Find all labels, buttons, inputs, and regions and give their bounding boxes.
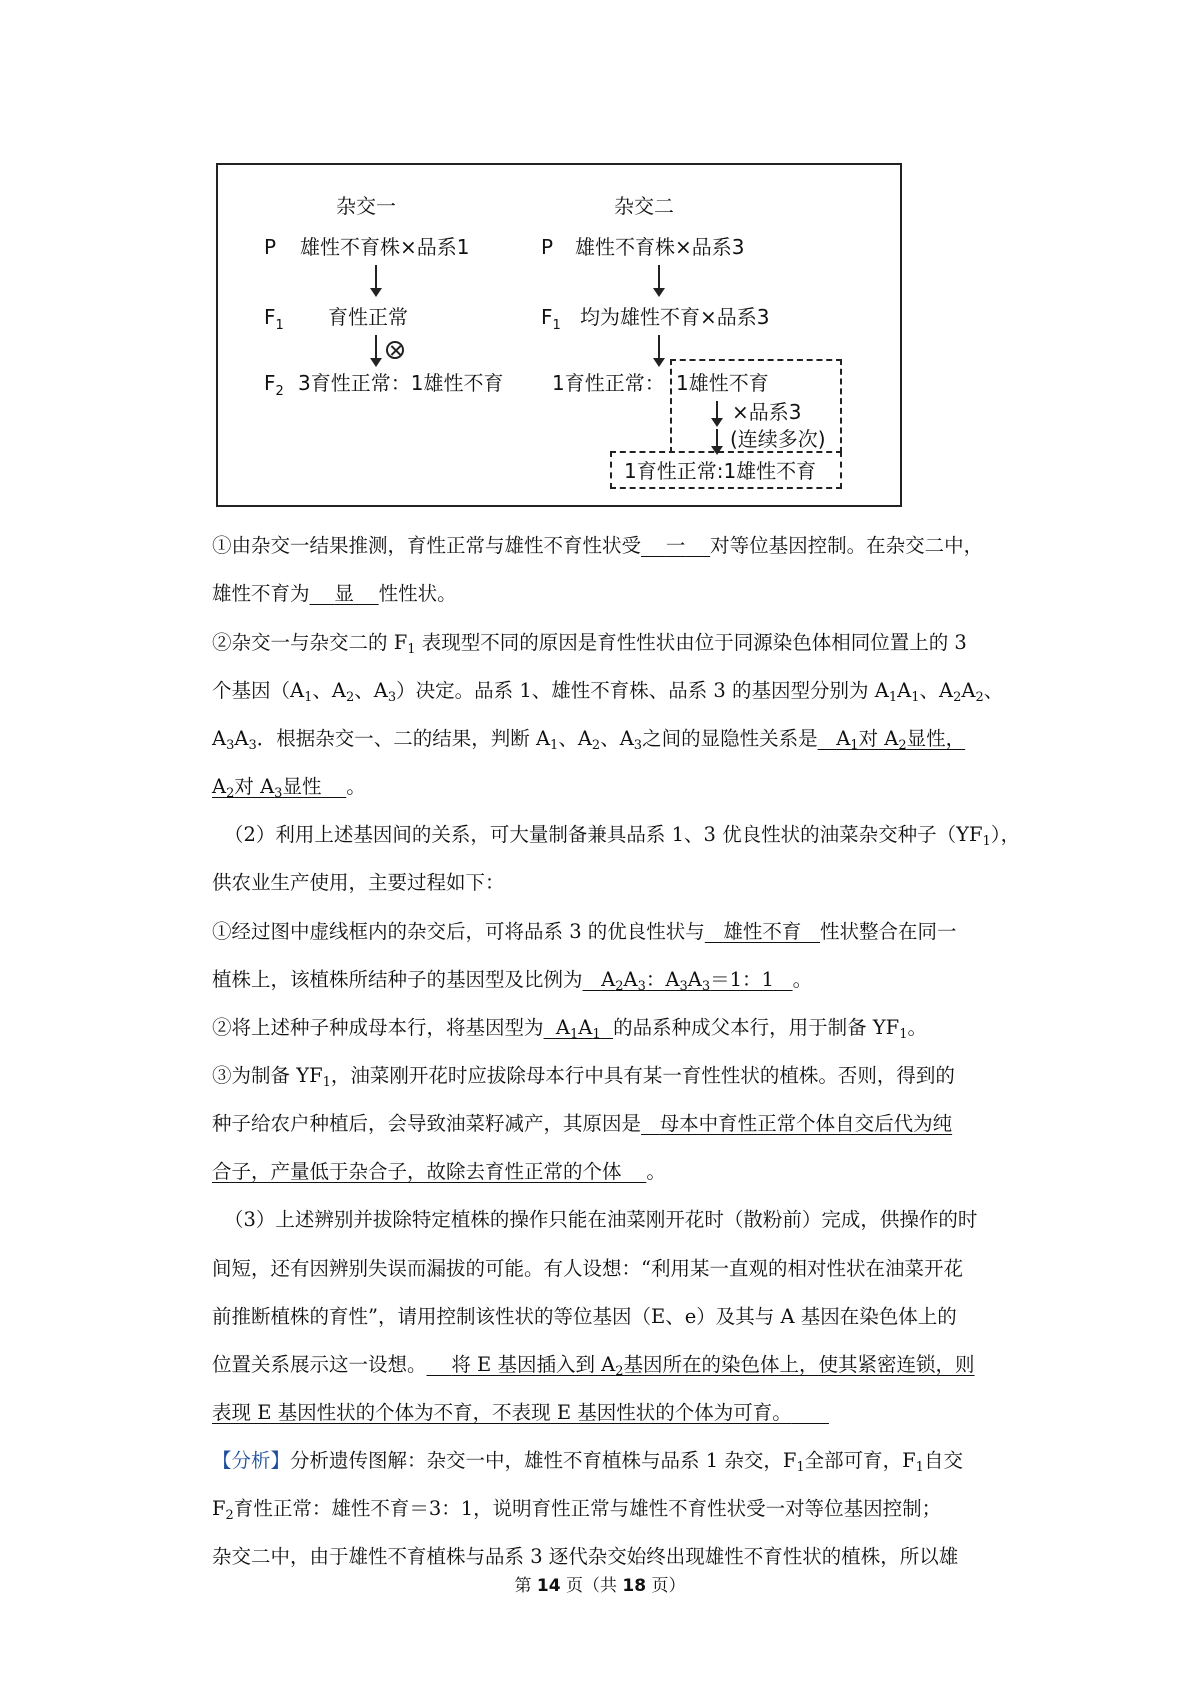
page-number: 14 <box>536 1576 561 1596</box>
cross1-arrow-1 <box>375 265 377 289</box>
text-line: $A_3A_3$．根据杂交一、二的结果，判断 $A_1$、$A_2$、$A_3$之间的显隐性关系是 $A_1$对 $A_2$显性， <box>212 727 966 753</box>
text-line: 合子，产量低于杂合子，故除去育性正常的个体 。 <box>212 1160 666 1183</box>
cross2-arrow-1 <box>658 265 660 289</box>
text-line: $F_2$育性正常：雄性不育＝3：1，说明育性正常与雄性不育性状受一对等位基因控制； <box>212 1497 942 1523</box>
cross2-repeat-label: (连续多次) <box>730 427 826 451</box>
text-line: 间短，还有因辨别失误而漏拔的可能。有人设想：“利用某一直观的相对性状在油菜开花 <box>212 1257 963 1280</box>
cross1-f1-label: $F_1$ <box>264 305 284 333</box>
text-line: ②杂交一与杂交二的 $F_1$ 表现型不同的原因是育性性状由位于同源染色体相同位置上的 3 <box>212 631 967 657</box>
cross2-f1-phenotype: 均为雄性不育×品系3 <box>580 305 770 329</box>
cross1-f2-ratio: 3育性正常：1雄性不育 <box>298 371 504 395</box>
text-line: 位置关系展示这一设想。 将 E 基因插入到 $A_2$基因所在的染色体上，使其紧密连锁，则 <box>212 1353 975 1379</box>
dashed-box-lower <box>610 451 842 489</box>
text-line: 【分析】分析遗传图解：杂交一中，雄性不育植株与品系 1 杂交，$F_1$全部可育，$F_1$自交 <box>212 1449 963 1475</box>
cross1-f1-phenotype: 育性正常 <box>328 305 408 329</box>
cross1-parents: 雄性不育株×品系1 <box>300 235 470 259</box>
cross2-f1-label: $F_1$ <box>541 305 561 333</box>
cross2-p-label: P <box>541 235 554 259</box>
page-total: 18 <box>622 1576 647 1596</box>
text-line: 种子给农户种植后，会导致油菜籽减产，其原因是 母本中育性正常个体自交后代为纯 <box>212 1112 953 1135</box>
cross2-result-right: 1雄性不育 <box>676 371 769 395</box>
cross2-final-ratio: 1育性正常:1雄性不育 <box>624 459 817 483</box>
text-line: $A_2$对 $A_3$显性 。 <box>212 775 366 801</box>
text-line: （2）利用上述基因间的关系，可大量制备兼具品系 1、3 优良性状的油菜杂交种子$(YF_1)$， <box>224 823 1021 849</box>
text-line: 雄性不育为 显 性性状。 <box>212 582 457 605</box>
cross2-result-left: 1育性正常： <box>552 371 665 395</box>
text-line: 前推断植株的育性”，请用控制该性状的等位基因（E、e）及其与 A 基因在染色体上的 <box>212 1305 957 1328</box>
text-line: 个基因（$A_1$、$A_2$、$A_3$）决定。品系 1、雄性不育株、品系 3 的基因型分别为 $A_1A_1$、$A_2A_2$、 <box>212 679 1004 705</box>
text-line: ③为制备 $YF_1$，油菜刚开花时应拔除母本行中具有某一育性性状的植株。否则，得到的 <box>212 1064 955 1090</box>
dashed-box-upper <box>670 359 842 453</box>
text-line: 杂交二中，由于雄性不育植株与品系 3 逐代杂交始终出现雄性不育性状的植株，所以雄 <box>212 1545 959 1568</box>
text-line: （3）上述辨别并拔除特定植株的操作只能在油菜刚开花时（散粉前）完成，供操作的时 <box>224 1208 978 1231</box>
text-line: ②将上述种子种成母本行，将基因型为 $A_1A_1$ 的品系种成父本行，用于制备 $YF_1$。 <box>212 1016 927 1042</box>
selfing-symbol <box>386 341 404 359</box>
cross2-backcross-label: ×品系3 <box>732 400 802 424</box>
cross2-parents: 雄性不育株×品系3 <box>575 235 745 259</box>
cross2-arrow-2 <box>658 335 660 359</box>
cross1-title: 杂交一 <box>336 194 396 218</box>
cross1-arrow-2 <box>375 335 377 359</box>
cross1-p-label: P <box>264 235 277 259</box>
text-line: 表现 E 基因性状的个体为不育，不表现 E 基因性状的个体为可育。 <box>212 1401 792 1424</box>
page-footer: 第 14 页（共 18 页） <box>514 1576 686 1596</box>
text-line: ①由杂交一结果推测，育性正常与雄性不育性状受 一 对等位基因控制。在杂交二中， <box>212 534 984 557</box>
text-line: 植株上，该植株所结种子的基因型及比例为 $A_2A_3$：$A_3A_3=1$：1 。 <box>212 968 813 994</box>
text-line: 供农业生产使用，主要过程如下： <box>212 871 505 894</box>
analysis-tag: 【分析】 <box>212 1449 291 1472</box>
genetics-cross-diagram <box>216 163 902 507</box>
cross2-title: 杂交二 <box>614 194 674 218</box>
text-line: ①经过图中虚线框内的杂交后，可将品系 3 的优良性状与 雄性不育 性状整合在同一 <box>212 920 957 943</box>
cross1-f2-label: $F_2$ <box>264 371 284 399</box>
